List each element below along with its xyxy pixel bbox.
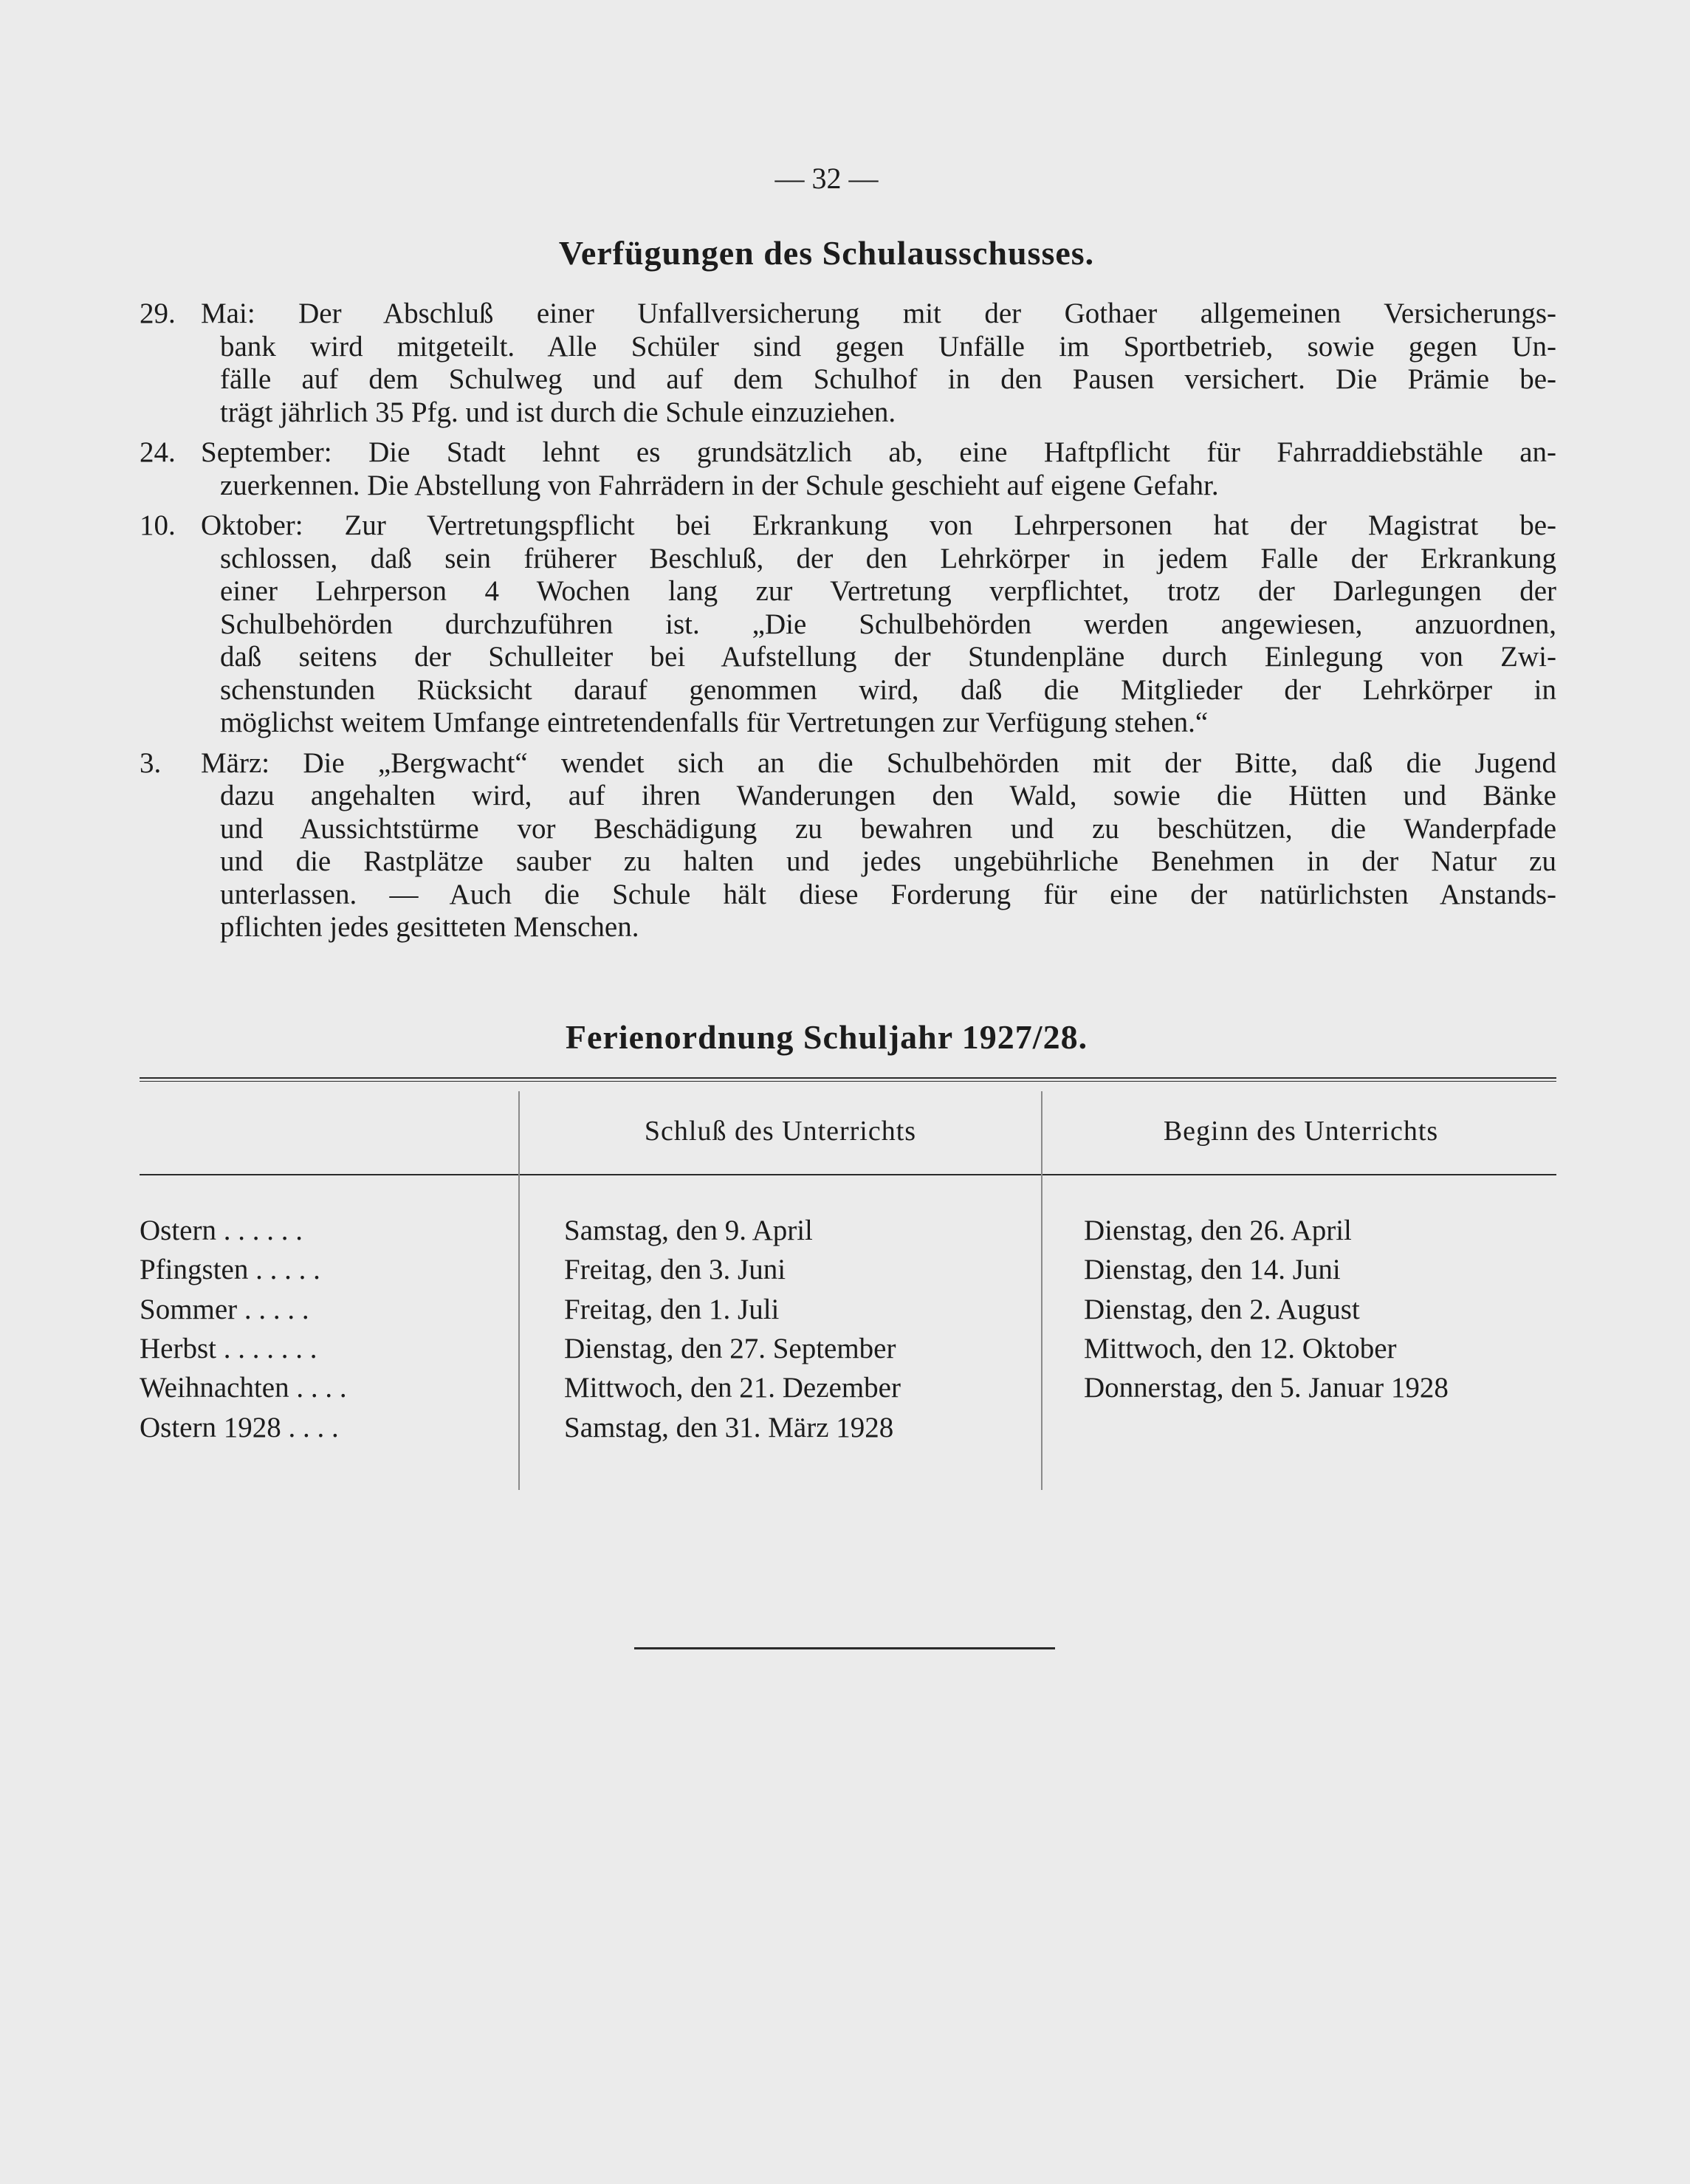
entry-text-line: und Aussichtstürme vor Beschädigung zu bewahren und zu beschützen, die Wanderpfade bbox=[220, 812, 1556, 845]
holiday-resume-date: Donnerstag, den 5. Januar 1928 bbox=[1084, 1372, 1449, 1404]
closing-rule bbox=[634, 1647, 1055, 1649]
entry-text-line: Schulbehörden durchzuführen ist. „Die Schulbehörden werden angewiesen, anzuordnen, bbox=[220, 608, 1556, 640]
entry-first-line bbox=[140, 436, 1556, 470]
table-top-rule-thin bbox=[140, 1081, 1556, 1082]
entry-text-line: trägt jährlich 35 Pfg. und ist durch die Schule einzuziehen. bbox=[220, 396, 896, 428]
entry-first-line bbox=[140, 509, 1556, 543]
column-header-schluss: Schluß des Unterrichts bbox=[644, 1116, 917, 1147]
entry-text-line: einer Lehrperson 4 Wochen lang zur Vertretung verpflichtet, trotz der Darlegungen der bbox=[220, 575, 1556, 607]
entry-text: Mai: Der Abschluß einer Unfallversicherung mit der Gothaer allgemeinen Versicherungs- bbox=[201, 298, 1556, 329]
entry-text: Oktober: Zur Vertretungspflicht bei Erkrankung von Lehrpersonen hat der Magistrat be- bbox=[201, 509, 1556, 541]
holiday-name: Weihnachten . . . . bbox=[140, 1372, 347, 1404]
holiday-end-date: Mittwoch, den 21. Dezember bbox=[564, 1372, 901, 1404]
holiday-name: Ostern 1928 . . . . bbox=[140, 1411, 339, 1443]
section-title-ferienordnung: Ferienordnung Schuljahr 1927/28. bbox=[565, 1018, 1088, 1056]
decree-list bbox=[140, 298, 1556, 952]
entry-date-number: 29. bbox=[140, 298, 176, 329]
section-title-verfuegungen: Verfügungen des Schulausschusses. bbox=[558, 234, 1095, 272]
page-number: — 32 — bbox=[774, 162, 879, 195]
decree-entry bbox=[140, 747, 1556, 944]
table-header-rule bbox=[140, 1174, 1556, 1175]
table-top-rule bbox=[140, 1077, 1556, 1079]
holiday-name: Pfingsten . . . . . bbox=[140, 1254, 320, 1286]
entry-text-line: möglichst weitem Umfange eintretendenfalls für Vertretungen zur Verfügung stehen.“ bbox=[220, 707, 1209, 738]
holiday-name: Herbst . . . . . . . bbox=[140, 1332, 317, 1364]
entry-text-line: dazu angehalten wird, auf ihren Wanderungen den Wald, sowie die Hütten und Bänke bbox=[220, 780, 1556, 811]
column-divider bbox=[1041, 1091, 1042, 1490]
entry-first-line bbox=[140, 747, 1556, 780]
holiday-resume-date: Mittwoch, den 12. Oktober bbox=[1084, 1332, 1397, 1364]
holiday-end-date: Freitag, den 1. Juli bbox=[564, 1293, 780, 1325]
decree-entry bbox=[140, 509, 1556, 740]
entry-date-number: 3. bbox=[140, 746, 162, 779]
entry-text-line: zuerkennen. Die Abstellung von Fahrrädern in der Schule geschieht auf eigene Gefahr. bbox=[220, 469, 1219, 501]
entry-text-line: und die Rastplätze sauber zu halten und jedes ungebührliche Benehmen in der Natur zu bbox=[220, 845, 1556, 877]
holiday-name: Sommer . . . . . bbox=[140, 1293, 309, 1325]
entry-text-line: schenstunden Rücksicht darauf genommen wird, daß die Mitglieder der Lehrkörper in bbox=[220, 673, 1556, 706]
holiday-resume-date: Dienstag, den 26. April bbox=[1084, 1215, 1352, 1246]
holiday-resume-date: Dienstag, den 14. Juni bbox=[1084, 1254, 1341, 1286]
entry-text-line: schlossen, daß sein früherer Beschluß, der den Lehrkörper in jedem Falle der Erkrankung bbox=[220, 542, 1556, 574]
entry-date-number: 10. bbox=[140, 509, 176, 541]
entry-first-line bbox=[140, 298, 1556, 331]
column-header-beginn: Beginn des Unterrichts bbox=[1163, 1116, 1439, 1147]
holiday-resume-date: Dienstag, den 2. August bbox=[1084, 1293, 1360, 1325]
holiday-end-date: Samstag, den 9. April bbox=[564, 1215, 813, 1246]
entry-text-line: fälle auf dem Schulweg und auf dem Schulhof in den Pausen versichert. Die Prämie be- bbox=[220, 363, 1556, 395]
entry-text-line: pflichten jedes gesitteten Menschen. bbox=[220, 911, 639, 943]
holiday-end-date: Dienstag, den 27. September bbox=[564, 1332, 896, 1364]
entry-text: März: Die „Bergwacht“ wendet sich an die Schulbehörden mit der Bitte, daß die Jugend bbox=[201, 746, 1556, 779]
holiday-name: Ostern . . . . . . bbox=[140, 1215, 303, 1246]
entry-text: September: Die Stadt lehnt es grundsätzlich ab, eine Haftpflicht für Fahrraddiebstähle an- bbox=[201, 436, 1556, 468]
decree-entry bbox=[140, 436, 1556, 502]
entry-text-line: daß seitens der Schulleiter bei Aufstellung der Stundenpläne durch Einlegung von Zwi- bbox=[220, 641, 1556, 673]
holiday-end-date: Freitag, den 3. Juni bbox=[564, 1254, 786, 1286]
holiday-end-date: Samstag, den 31. März 1928 bbox=[564, 1411, 894, 1443]
entry-text-line: unterlassen. — Auch die Schule hält diese Forderung für eine der natürlichsten Anstands- bbox=[220, 878, 1556, 910]
decree-entry bbox=[140, 298, 1556, 429]
entry-text-line: bank wird mitgeteilt. Alle Schüler sind gegen Unfälle im Sportbetrieb, sowie gegen Un- bbox=[220, 330, 1556, 363]
entry-date-number: 24. bbox=[140, 436, 176, 468]
column-divider bbox=[518, 1091, 520, 1490]
